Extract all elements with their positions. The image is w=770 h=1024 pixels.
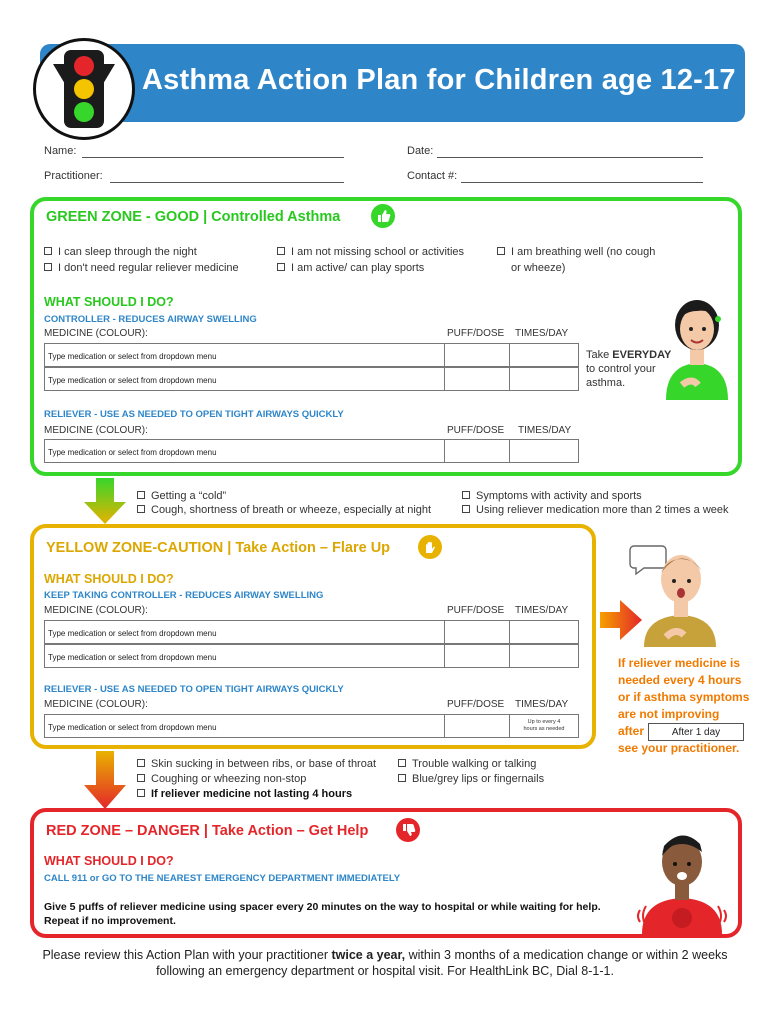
green-reliever-heading: RELIEVER - USE AS NEEDED TO OPEN TIGHT AIRWAYS QUICKLY [44,409,344,420]
times-day-field[interactable] [510,368,578,390]
medication-select[interactable]: Type medication or select from dropdown menu [45,621,445,643]
yellow-reliever-row-1[interactable] [44,714,579,738]
date-field[interactable] [437,157,703,158]
times-day-field[interactable]: Up to every 4 hours as needed [523,719,565,732]
green-controller-heading: CONTROLLER - REDUCES AIRWAY SWELLING [44,314,257,325]
date-label: Date: [407,145,434,157]
page-title: Asthma Action Plan for Children age 12-17 [142,64,736,96]
right-arrow-icon [600,600,642,640]
yellow-controller-heading: KEEP TAKING CONTROLLER - REDUCES AIRWAY SWELLING [44,590,324,601]
green-controller-row-1[interactable] [44,343,579,367]
red-call-instruction: CALL 911 or GO TO THE NEAREST EMERGENCY DEPARTMENT IMMEDIATELY [44,873,401,884]
green-controller-medicine-label: MEDICINE (COLOUR): [44,328,148,339]
distressed-boy-illustration [636,826,728,934]
green-check-4[interactable]: I am active/ can play sports [277,262,424,274]
medication-select[interactable]: Type medication or select from dropdown menu [45,368,445,390]
contact-field[interactable] [461,182,703,183]
green-check-1[interactable]: I can sleep through the night [44,246,197,258]
green-zone-title: GREEN ZONE - GOOD | Controlled Asthma [46,209,341,225]
green-controller-times-label: TIMES/DAY [515,328,569,339]
medication-select[interactable]: Type medication or select from dropdown menu [45,440,445,462]
medication-select[interactable]: Type medication or select from dropdown menu [45,344,445,366]
everyday-note: Take EVERYDAY to control your asthma. [586,349,672,389]
yellow-zone-title: YELLOW ZONE-CAUTION | Take Action – Flare Up [46,540,391,556]
practitioner-field[interactable] [110,182,344,183]
traffic-light-body [64,50,104,128]
yellow-trigger-1[interactable]: Getting a “cold” [137,490,226,502]
puff-dose-field[interactable] [445,368,510,390]
yellow-controller-medicine-label: MEDICINE (COLOUR): [44,605,148,616]
yellow-light [74,79,94,99]
red-trigger-3[interactable]: If reliever medicine not lasting 4 hours [137,788,352,800]
yellow-controller-row-1[interactable] [44,620,579,644]
green-check-5[interactable]: I am breathing well (no cough [497,246,655,258]
green-check-3[interactable]: I am not missing school or activities [277,246,464,258]
practitioner-label: Practitioner: [44,170,103,182]
red-trigger-1[interactable]: Skin sucking in between ribs, or base of throat [137,758,376,770]
green-controller-row-2[interactable] [44,367,579,391]
red-what-to-do: WHAT SHOULD I DO? [44,854,174,868]
green-reliever-medicine-label: MEDICINE (COLOUR): [44,425,148,436]
yellow-side-note: If reliever medicine is needed every 4 hours or if asthma symptoms are not improving after see your practitioner. [618,656,750,755]
coughing-boy-illustration [644,543,719,647]
footer-review-note: Please review this Action Plan with your practitioner twice a year, within 3 months of a medication change or within 2 weeks following an emergency department or hospital visit. For HealthLink BC, Dial 8-1-1. [42,948,728,978]
red-trigger-5[interactable]: Blue/grey lips or fingernails [398,773,544,785]
yellow-reliever-medicine-label: MEDICINE (COLOUR): [44,699,148,710]
green-controller-puff-label: PUFF/DOSE [447,328,505,339]
yellow-trigger-3[interactable]: Symptoms with activity and sports [462,490,642,502]
times-day-field[interactable] [510,621,578,643]
green-check-5-cont: or wheeze) [511,262,566,274]
red-zone-title: RED ZONE – DANGER | Take Action – Get Help [46,823,369,839]
yellow-reliever-times-label: TIMES/DAY [515,699,569,710]
red-trigger-2[interactable]: Coughing or wheezing non-stop [137,773,306,785]
yellow-trigger-4[interactable]: Using reliever medication more than 2 times a week [462,504,729,516]
puff-dose-field[interactable] [445,440,510,462]
medication-select[interactable]: Type medication or select from dropdown menu [45,715,445,737]
contact-label: Contact #: [407,170,458,182]
times-day-field[interactable] [510,645,578,667]
name-label: Name: [44,145,77,157]
after-days-select[interactable]: After 1 day [648,723,744,741]
yellow-to-red-arrow-icon [84,751,126,809]
times-day-field[interactable] [510,440,578,462]
puff-dose-field[interactable] [445,715,510,737]
yellow-controller-row-2[interactable] [44,644,579,668]
thumbs-up-icon [371,204,395,228]
yellow-controller-times-label: TIMES/DAY [515,605,569,616]
green-to-yellow-arrow-icon [84,478,126,524]
puff-dose-field[interactable] [445,645,510,667]
red-trigger-4[interactable]: Trouble walking or talking [398,758,536,770]
green-reliever-times-label: TIMES/DAY [518,425,572,436]
name-field[interactable] [82,157,344,158]
red-instruction: Give 5 puffs of reliever medicine using spacer every 20 minutes on the way to hospital or while waiting for help. Repeat if no improvement. [44,901,601,927]
medication-select[interactable]: Type medication or select from dropdown menu [45,645,445,667]
yellow-controller-puff-label: PUFF/DOSE [447,605,505,616]
yellow-reliever-heading: RELIEVER - USE AS NEEDED TO OPEN TIGHT AIRWAYS QUICKLY [44,684,344,695]
puff-dose-field[interactable] [445,621,510,643]
girl-illustration [652,285,742,400]
yellow-trigger-2[interactable]: Cough, shortness of breath or wheeze, especially at night [137,504,431,516]
red-light [74,56,94,76]
yellow-reliever-puff-label: PUFF/DOSE [447,699,505,710]
green-reliever-row-1[interactable] [44,439,579,463]
green-light [74,102,94,122]
green-what-to-do: WHAT SHOULD I DO? [44,295,174,309]
green-reliever-puff-label: PUFF/DOSE [447,425,505,436]
thumbs-down-icon [396,818,420,842]
puff-dose-field[interactable] [445,344,510,366]
hand-icon [418,535,442,559]
times-day-field[interactable] [510,344,578,366]
yellow-what-to-do: WHAT SHOULD I DO? [44,572,174,586]
green-check-2[interactable]: I don't need regular reliever medicine [44,262,239,274]
